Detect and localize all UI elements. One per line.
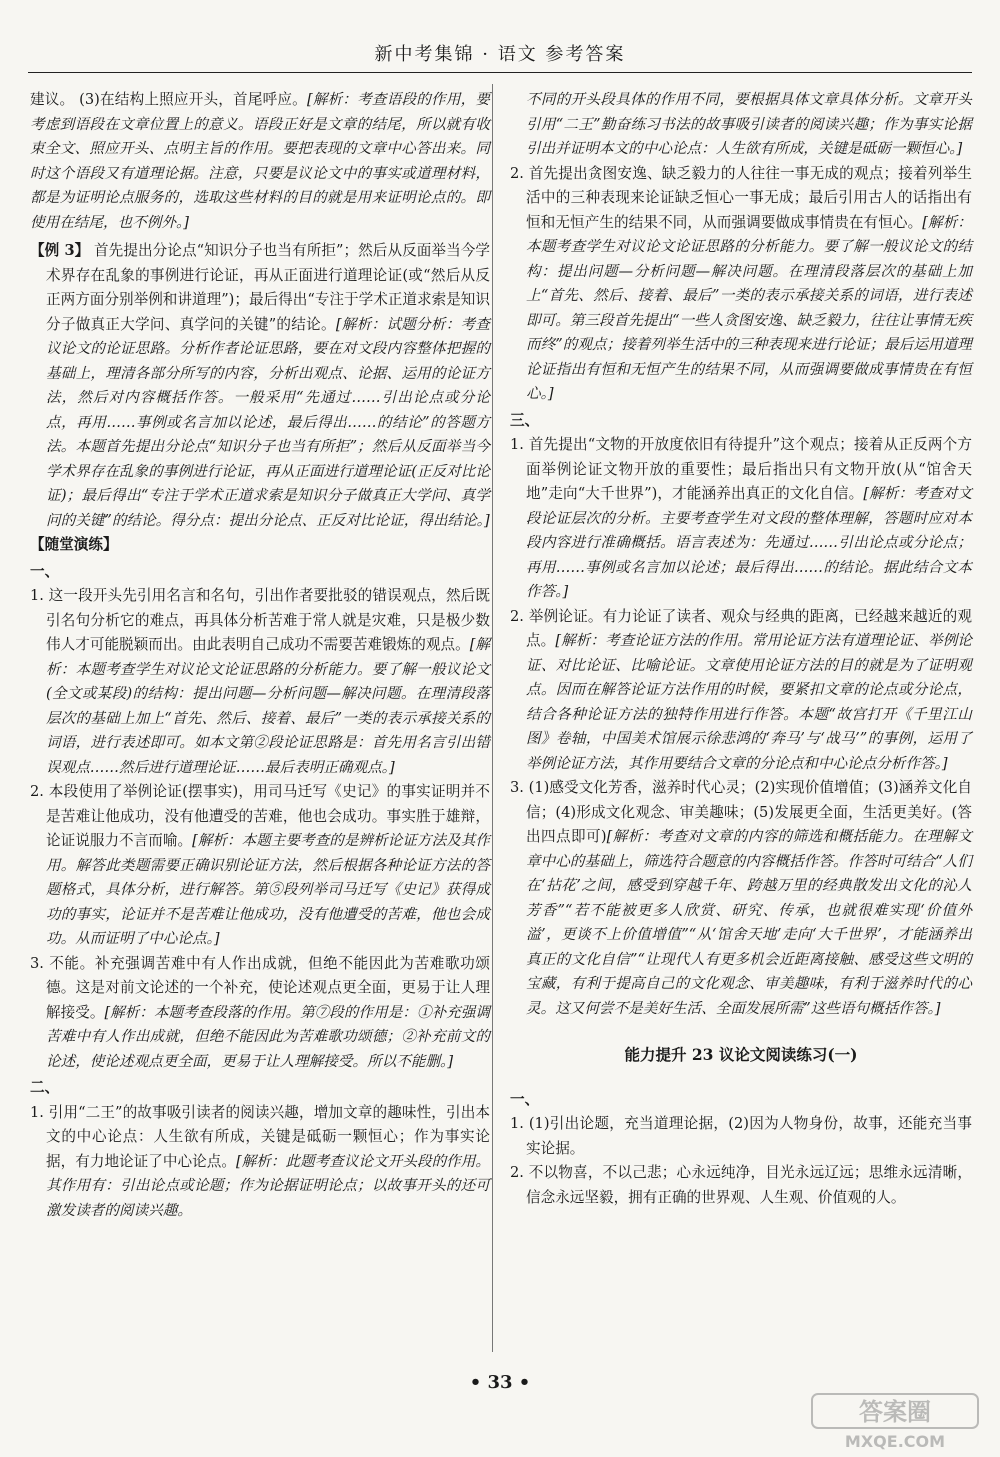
example-3: 【例 3】 首先提出分论点“知识分子也当有所拒”；然后从反面举当今学术界存在乱象的事例进行论证，再从正面进行道理论证(或“然后从反正两方面分别举例和讲道理”)；最后得出“专注于学术正道求索是知识分子做真正大学问、真学问的关键”的结论。[解析：试题分析：考查议论文的论证思路。分析作者论证思路，要在对文段内容整体把握的基础上，理清各部分所写的内容，分析出观点、论据、运用的论证方法，然后对内容概括作答。一般采用“先通过……引出论点或分论点，再用……事例或名言加以论述，最后得出……的结论”的答题方法。本题首先提出分论点“知识分子也当有所拒”；然后从反面举当今学术界存在乱象的事例进行论证，再从正面进行道理论证(正反对比论证)；最后得出“专注于学术正道求索是知识分子做真正大学问、真学问的关键”的结论。得分点：提出分论点、正反对比论证，得出结论。] [30, 242, 490, 529]
practice-title: 【随堂演练】 [30, 536, 118, 553]
answer-item: 2. 首先提出贪图安逸、缺乏毅力的人往往一事无成的观点；接着列举生活中的三种表现来论证缺乏恒心一事无成；最后引用古人的话指出有恒和无恒产生的结果不同，从而强调要做成事情贵在有恒心。[解析：本题考查学生对议论文论证思路的分析能力。要了解一般议论文的结构：提出问题—分析问题—解决问题。在理清段落层次的基础上加上“首先、然后、接着、最后”一类的表示承接关系的词语，进行表述即可。第三段首先提出“一些人贪图安逸、缺乏毅力，往往让事情无疾而终”的观点；接着列举生活中的三种表现来进行论证；最后运用道理论证指出有恒和无恒产生的结果不同，从而强调要做成事情贵在有恒心。] [510, 164, 972, 402]
watermark-domain: MXQE.COM [844, 1432, 946, 1451]
section-heading: 一、 [510, 1090, 540, 1108]
header-title: 新中考集锦 · 语文 参考答案 [374, 44, 626, 65]
watermark-text: 答案圈 [859, 1398, 931, 1426]
watermark-logo [810, 1392, 980, 1452]
right-column [510, 88, 972, 1210]
paragraph: 不同的开头段具体的作用不同，要根据具体文章具体分析。文章开头引用“二王”勤奋练习书法的故事吸引读者的阅读兴趣；作为事实论据引出并证明本文的中心论点：人生欲有所成，关键是砥砺一颗恒心。] [526, 91, 972, 157]
section-heading: 二、 [30, 1079, 60, 1096]
answer-item: 2. 本段使用了举例论证(摆事实)，用司马迁写《史记》的事实证明并不是苦难让他成功，没有他遭受的苦难，他也会成功。事实胜于雄辩，论证说服力不言而喻。[解析：本题主要考查的是辨析论证方法及其作用。解答此类题需要正确识别论证方法，然后根据各种论证方法的答题格式，具体分析，进行解答。第⑤段列举司马迁写《史记》获得成功的事实，论证并不是苦难让他成功，没有他遭受的苦难，他也会成功。从而证明了中心论点。] [30, 783, 490, 947]
section-heading: 一、 [30, 562, 60, 580]
column-divider [492, 84, 493, 1352]
section-subtitle: 能力提升 23 议论文阅读练习(一) [624, 1045, 858, 1064]
page-header [28, 38, 972, 73]
answer-item: 1. 引用“二王”的故事吸引读者的阅读兴趣，增加文章的趣味性，引出本文的中心论点：人生欲有所成，关键是砥砺一颗恒心；作为事实论据，有力地论证了中心论点。[解析：此题考查议论文开头段的作用。其作用有：引出论点或论题；作为论据证明论点；以故事开头的还可激发读者的阅读兴趣。 [30, 1103, 490, 1219]
answer-item: 2. 举例论证。有力论证了读者、观众与经典的距离，已经越来越近的观点。[解析：考查论证方法的作用。常用论证方法有道理论证、举例论证、对比论证、比喻论证。文章使用论证方法的目的就是为了证明观点。因而在解答论证方法作用的时候，要紧扣文章的论点或分论点，结合各种论证方法的独特作用进行作答。本题“故宫打开《千里江山图》卷轴，中国美术馆展示徐悲鸿的‘奔马’与‘战马’”的事例，运用了举例论证方法，其作用要结合文章的分论点和中心论点分析作答。] [510, 607, 972, 772]
answer-item: 2. 不以物喜，不以己悲；心永远纯净，目光永远辽远；思维永远清晰，信念永远坚毅，拥有正确的世界观、人生观、价值观的人。 [510, 1164, 972, 1206]
answer-item: 3. (1)感受文化芳香，滋养时代心灵；(2)实现价值增值；(3)涵养文化自信；(4)形成文化观念、审美趣味；(5)发展更全面，生活更美好。(答出四点即可)[解析：考查对文章的内容的筛选和概括能力。在理解文章中心的基础上，筛选符合题意的内容概括作答。作答时可结合“人们在‘拈花’之间，感受到穿越千年、跨越万里的经典散发出文化的沁人芳香”“若不能被更多人欣赏、研究、传承，也就很难实现‘价值外溢’，更谈不上价值增值”“从‘馆舍天地’走向‘大千世界’，才能涵养出真正的文化自信”“让现代人有更多机会近距离接触、感受这些文明的宝藏，有利于提高自己的文化观念、审美趣味，有利于滋养时代的心灵。这又何尝不是美好生活、全面发展所需”这些语句概括作答。] [510, 779, 972, 1017]
answer-item: 1. 首先提出“文物的开放度依旧有待提升”这个观点；接着从正反两个方面举例论证文物开放的重要性；最后指出只有文物开放(从“馆舍天地”走向“大千世界”)，才能涵养出真正的文化自信。[解析：考查对文段论证层次的分析。主要考查学生对文段的整体理解，答题时应对本段内容进行准确概括。语言表述为：先通过……引出论点或分论点；再用……事例或名言加以论述；最后得出……的结论。据此结合文本作答。] [510, 436, 973, 600]
paragraph: 建议。 (3)在结构上照应开头，首尾呼应。[解析：考查语段的作用，要考虑到语段在文章位置上的意义。语段正好是文章的结尾，所以就有收束全文、照应开头、点明主旨的作用。要把表现的文章中心答出来。同时这个语段又有道理论据。注意，只要是议论文中的事实或道理材料，都是为证明论点服务的，选取这些材料的目的就是用来证明论点的。即使用在结尾，也不例外。] [30, 91, 490, 231]
answer-item: 3. 不能。补充强调苦难中有人作出成就，但绝不能因此为苦难歌功颂德。这是对前文论述的一个补充，使论述观点更全面，更易于让人理解接受。[解析：本题考查段落的作用。第⑦段的作用是：①补充强调苦难中有人作出成就，但绝不能因此为苦难歌功颂德；②补充前文的论述，使论述观点更全面，更易于让人理解接受。所以不能删。] [30, 954, 490, 1070]
page-number: • 33 • [469, 1372, 531, 1393]
section-heading: 三、 [510, 411, 540, 429]
answer-item: 1. 这一段开头先引用名言和名句，引出作者要批驳的错误观点，然后既引名句分析它的难点，再具体分析苦难于常人就是灾难，只是极少数伟人才可能脱颖而出。由此表明自己成功不需要苦难锻炼的观点。[解析：本题考查学生对议论文论证思路的分析能力。要了解一般议论文(全文或某段)的结构：提出问题—分析问题—解决问题。在理清段落层次的基础上加上“首先、然后、接着、最后”一类的表示承接关系的词语，进行表述即可。如本文第②段论证思路是：首先用名言引出错误观点……然后进行道理论证……最后表明正确观点。] [30, 587, 490, 776]
left-column [30, 88, 490, 1223]
answer-item: 1. (1)引出论题，充当道理论据，(2)因为人物身份，故事，还能充当事实论据。 [510, 1115, 972, 1157]
